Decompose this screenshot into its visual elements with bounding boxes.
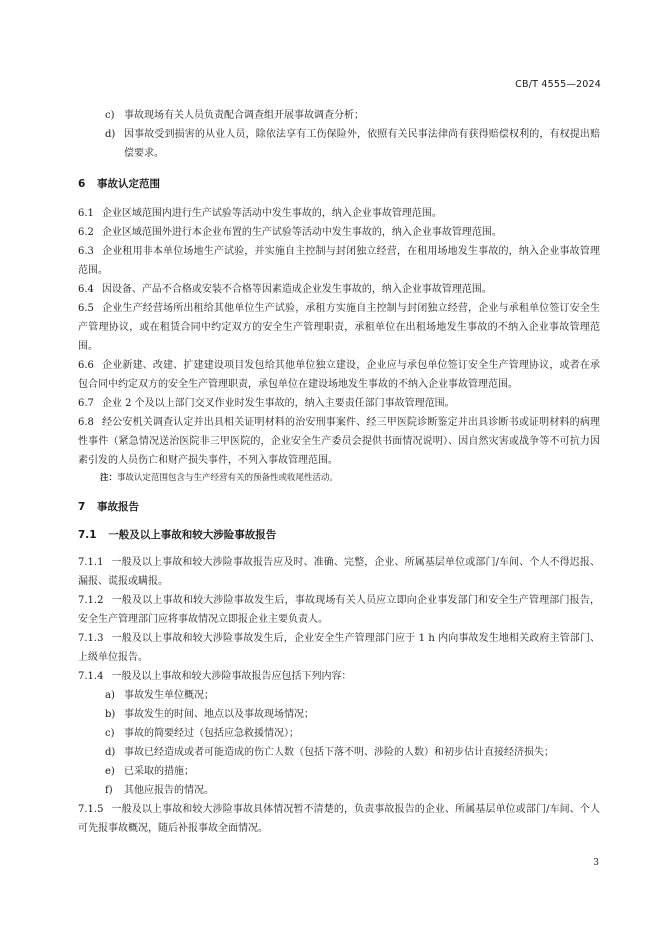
list-label: b) xyxy=(105,709,116,720)
clause xyxy=(78,553,600,591)
section-heading xyxy=(78,499,600,514)
clause xyxy=(78,629,600,667)
list-text: 其他应报告的情况。 xyxy=(124,785,214,796)
clause-number: 6.6 xyxy=(78,360,94,371)
clause-text: 一般及以上事故和较大涉险事故报告应包括下列内容： xyxy=(111,671,352,682)
list-item xyxy=(78,724,600,743)
list-item xyxy=(78,125,600,163)
clause-number: 7.1.2 xyxy=(78,595,104,606)
clause xyxy=(78,591,600,629)
clause-text: 一般及以上事故和较大涉险事故报告应及时、准确、完整，企业、所属基层单位或部门/车间、个人不得迟报、漏报、谎报或瞒报。 xyxy=(78,557,600,587)
section-heading xyxy=(78,176,600,191)
clause-number: 6.8 xyxy=(78,417,94,428)
clause-text: 经公安机关调查认定并出具相关证明材料的治安刑事案件、经三甲医院诊断鉴定并出具诊断书或证明材料的病理性事件（紧急情况送治医院非三甲医院的，企业安全生产委员会提供书面情况说明）、因自然灾害或战争等不可抗力因素引发的人员伤亡和财产损失事件，不列入事故管理范围。 xyxy=(78,417,600,466)
list-text: 事故发生单位概况； xyxy=(124,690,214,701)
page-number: 3 xyxy=(593,858,599,868)
list-item xyxy=(78,705,600,724)
page-content xyxy=(78,106,600,838)
list-item xyxy=(78,743,600,762)
list-label: c) xyxy=(105,728,115,739)
list-text: 事故的简要经过（包括应急救援情况）； xyxy=(124,728,299,739)
clause-text: 一般及以上事故和较大涉险事故发生后，企业安全生产管理部门应于 1 h 内向事故发生地相关政府主管部门、上级单位报告。 xyxy=(78,633,600,663)
list-label: f) xyxy=(105,785,113,796)
clause xyxy=(78,299,600,356)
clause xyxy=(78,204,600,223)
clause-number: 7.1.5 xyxy=(78,804,104,815)
clause-text: 一般及以上事故和较大涉险事故发生后，事故现场有关人员应立即向企业事发部门和安全生产管理部门报告，安全生产管理部门应将事故情况立即报企业主要负责人。 xyxy=(78,595,600,625)
subsection-number: 7.1 xyxy=(78,529,97,541)
clause xyxy=(78,800,600,838)
clause-text: 企业区域范围内进行生产试验等活动中发生事故的，纳入企业事故管理范围。 xyxy=(101,208,442,219)
clause xyxy=(78,394,600,413)
clause-number: 7.1.1 xyxy=(78,557,104,568)
clause xyxy=(78,223,600,242)
clause xyxy=(78,280,600,299)
clause-number: 7.1.3 xyxy=(78,633,104,644)
list-text: 事故发生的时间、地点以及事故现场情况； xyxy=(124,709,314,720)
clause-number: 7.1.4 xyxy=(78,671,104,682)
subsection-title: 一般及以上事故和较大涉险事故报告 xyxy=(108,529,277,541)
clause-number: 6.3 xyxy=(78,246,94,257)
clause-text: 企业区域范围外进行本企业布置的生产试验等活动中发生事故的，纳入企业事故管理范围。 xyxy=(101,227,502,238)
list-item xyxy=(78,762,600,781)
clause xyxy=(78,356,600,394)
list-item xyxy=(78,106,600,125)
clause xyxy=(78,242,600,280)
list-label: e) xyxy=(105,766,115,777)
clause-text: 因设备、产品不合格或安装不合格等因素造成企业发生事故的，纳入企业事故管理范围。 xyxy=(101,284,492,295)
list-text: 事故现场有关人员负责配合调查组开展事故调查分析； xyxy=(124,110,364,121)
clause-text: 企业 2 个及以上部门交叉作业时发生事故的，纳入主要责任部门事故管理范围。 xyxy=(101,398,455,409)
section-title: 事故认定范围 xyxy=(96,178,160,190)
clause-text: 一般及以上事故和较大涉险事故具体情况暂不清楚的，负责事故报告的企业、所属基层单位或部门/车间、个人可先报事故概况，随后补报事故全面情况。 xyxy=(78,804,600,834)
standard-number: CB/T 4555—2024 xyxy=(515,79,601,90)
list-item xyxy=(78,781,600,800)
clause-number: 6.7 xyxy=(78,398,94,409)
list-label: d) xyxy=(105,129,116,140)
clause xyxy=(78,413,600,470)
note-label: 注： xyxy=(100,473,118,483)
list-text: 因事故受到损害的从业人员，除依法享有工伤保险外，依照有关民事法律尚有获得赔偿权利的，有权提出赔偿要求。 xyxy=(124,129,600,159)
note-text: 事故认定范围包含与生产经营有关的预备性或收尾性活动。 xyxy=(117,473,339,483)
list-label: c) xyxy=(105,110,115,121)
clause-number: 6.5 xyxy=(78,303,94,314)
clause-text: 企业新建、改建、扩建建设项目发包给其他单位独立建设，企业应与承包单位签订安全生产管理协议，或者在承包合同中约定双方的安全生产管理职责，承包单位在建设场地发生事故的不纳入企业事故管理范围。 xyxy=(78,360,600,390)
list-text: 事故已经造成或者可能造成的伤亡人数（包括下落不明、涉险的人数）和初步估计直接经济损失； xyxy=(124,747,554,758)
clause-number: 6.4 xyxy=(78,284,94,295)
list-text: 已采取的措施； xyxy=(124,766,194,777)
clause-text: 企业租用非本单位场地生产试验，并实施自主控制与封闭独立经营，在租用场地发生事故的，纳入企业事故管理范围。 xyxy=(78,246,600,276)
section-number: 7 xyxy=(78,501,86,513)
clause-number: 6.1 xyxy=(78,208,94,219)
clause xyxy=(78,667,600,686)
list-item xyxy=(78,686,600,705)
clause-text: 企业生产经营场所出租给其他单位生产试验，承租方实施自主控制与封闭独立经营，企业与承租单位签订安全生产管理协议，或在租赁合同中约定双方的安全生产管理职责，承租单位在出租场地发生事故的不纳入企业事故管理范围。 xyxy=(78,303,600,352)
clause-number: 6.2 xyxy=(78,227,94,238)
section-title: 事故报告 xyxy=(96,501,139,513)
note xyxy=(78,470,600,486)
list-label: d) xyxy=(105,747,116,758)
subsection-heading xyxy=(78,527,600,542)
section-number: 6 xyxy=(78,178,86,190)
list-label: a) xyxy=(105,690,115,701)
